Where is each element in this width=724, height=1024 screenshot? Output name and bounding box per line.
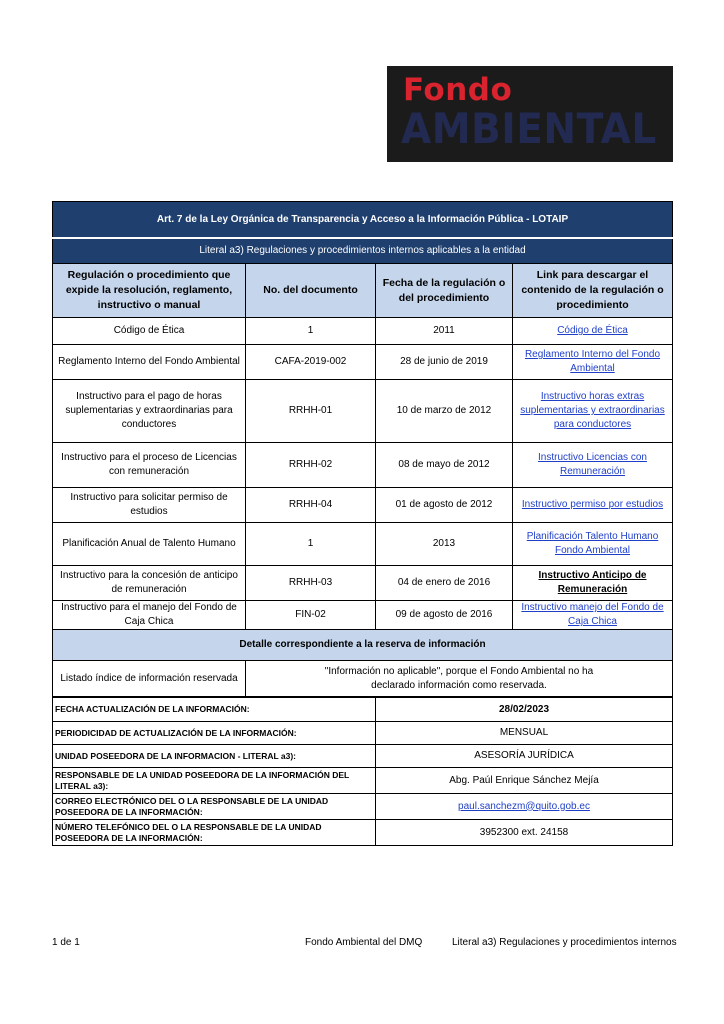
meta-value: ASESORÍA JURÍDICA (376, 745, 673, 768)
table-row (53, 601, 673, 630)
meta-row (53, 820, 673, 846)
table-row (53, 345, 673, 380)
regulation-name: Instructivo para el pago de horas suplementarias y extraordinarias para conductores (53, 380, 246, 443)
table-title: Art. 7 de la Ley Orgánica de Transparencia y Acceso a la Información Pública - LOTAIP (53, 202, 673, 239)
regulation-name: Instructivo para el manejo del Fondo de Caja Chica (53, 601, 246, 630)
regulation-date: 08 de mayo de 2012 (376, 443, 513, 488)
meta-row (53, 745, 673, 768)
fondo-ambiental-logo (387, 66, 673, 162)
download-link[interactable]: Instructivo Anticipo de Remuneración (538, 570, 647, 595)
table-row (53, 566, 673, 601)
regulation-name: Código de Ética (53, 318, 246, 345)
meta-value: 3952300 ext. 24158 (376, 820, 673, 846)
download-link[interactable]: Instructivo Licencias con Remuneración (538, 452, 647, 477)
regulation-date: 2013 (376, 523, 513, 566)
meta-label: CORREO ELECTRÓNICO DEL O LA RESPONSABLE DE LA UNIDAD POSEEDORA DE LA INFORMACIÓN: (53, 794, 376, 820)
footer-organization: Fondo Ambiental del DMQ (305, 937, 423, 948)
logo-line-2: AMBIENTAL (401, 104, 657, 153)
meta-label: NÚMERO TELEFÓNICO DEL O LA RESPONSABLE DE LA UNIDAD POSEEDORA DE LA INFORMACIÓN: (53, 820, 376, 846)
meta-label: RESPONSABLE DE LA UNIDAD POSEEDORA DE LA INFORMACIÓN DEL LITERAL a3): (53, 768, 376, 794)
column-header-date: Fecha de la regulación o del procedimiento (376, 264, 513, 318)
download-link[interactable]: Reglamento Interno del Fondo Ambiental (524, 349, 661, 374)
reserved-info-row (53, 661, 673, 697)
regulation-name: Instructivo para el proceso de Licencias con remuneración (53, 443, 246, 488)
document-number: RRHH-02 (246, 443, 376, 488)
document-number: CAFA-2019-002 (246, 345, 376, 380)
regulation-date: 10 de marzo de 2012 (376, 380, 513, 443)
transparency-table-container (52, 201, 672, 846)
document-number: 1 (246, 523, 376, 566)
reserved-info-value: "Información no aplicable", porque el Fondo Ambiental no ha declarado información como reservada. (246, 661, 673, 697)
regulation-date: 09 de agosto de 2016 (376, 601, 513, 630)
reserved-info-section-title: Detalle correspondiente a la reserva de información (53, 630, 673, 661)
column-header-number: No. del documento (246, 264, 376, 318)
column-header-regulation: Regulación o procedimiento que expide la resolución, reglamento, instructivo o manual (53, 264, 246, 318)
regulation-name: Reglamento Interno del Fondo Ambiental (53, 345, 246, 380)
regulation-date: 2011 (376, 318, 513, 345)
regulation-date: 28 de junio de 2019 (376, 345, 513, 380)
meta-row (53, 698, 673, 722)
header-row (53, 264, 673, 318)
regulation-name: Instructivo para la concesión de anticipo de remuneración (53, 566, 246, 601)
document-number: 1 (246, 318, 376, 345)
document-number: FIN-02 (246, 601, 376, 630)
footer-page-number: 1 de 1 (52, 937, 80, 948)
meta-row (53, 722, 673, 745)
download-link[interactable]: Instructivo permiso por estudios (521, 499, 664, 510)
download-link[interactable]: Planificación Talento Humano Fondo Ambiental (526, 531, 659, 556)
regulations-table (52, 201, 673, 697)
table-row (53, 380, 673, 443)
meta-value: 28/02/2023 (376, 698, 673, 722)
download-link[interactable]: Código de Ética (557, 325, 628, 336)
download-link[interactable]: Instructivo horas extras suplementarias y extraordinarias para conductores (520, 391, 665, 430)
meta-value: MENSUAL (376, 722, 673, 745)
meta-label: PERIODICIDAD DE ACTUALIZACIÓN DE LA INFORMACIÓN: (53, 722, 376, 745)
document-number: RRHH-03 (246, 566, 376, 601)
responsible-email-link[interactable]: paul.sanchezm@quito.gob.ec (458, 800, 590, 812)
regulation-name: Planificación Anual de Talento Humano (53, 523, 246, 566)
regulation-name: Instructivo para solicitar permiso de estudios (53, 488, 246, 523)
document-number: RRHH-04 (246, 488, 376, 523)
regulation-date: 01 de agosto de 2012 (376, 488, 513, 523)
metadata-table (52, 697, 673, 846)
column-header-link: Link para descargar el contenido de la regulación o procedimiento (513, 264, 673, 318)
meta-row (53, 768, 673, 794)
document-number: RRHH-01 (246, 380, 376, 443)
table-row (53, 523, 673, 566)
reserved-info-label: Listado índice de información reservada (53, 661, 246, 697)
regulation-date: 04 de enero de 2016 (376, 566, 513, 601)
meta-label: UNIDAD POSEEDORA DE LA INFORMACION - LITERAL a3): (53, 745, 376, 768)
footer-section: Literal a3) Regulaciones y procedimientos internos (452, 937, 677, 948)
table-subtitle: Literal a3) Regulaciones y procedimientos internos aplicables a la entidad (53, 238, 673, 264)
table-row (53, 443, 673, 488)
table-row (53, 318, 673, 345)
download-link[interactable]: Instructivo manejo del Fondo de Caja Chica (521, 602, 664, 627)
logo-line-1: Fondo (403, 72, 513, 108)
meta-row (53, 794, 673, 820)
meta-label: FECHA ACTUALIZACIÓN DE LA INFORMACIÓN: (53, 698, 376, 722)
meta-value: Abg. Paúl Enrique Sánchez Mejía (376, 768, 673, 794)
table-row (53, 488, 673, 523)
